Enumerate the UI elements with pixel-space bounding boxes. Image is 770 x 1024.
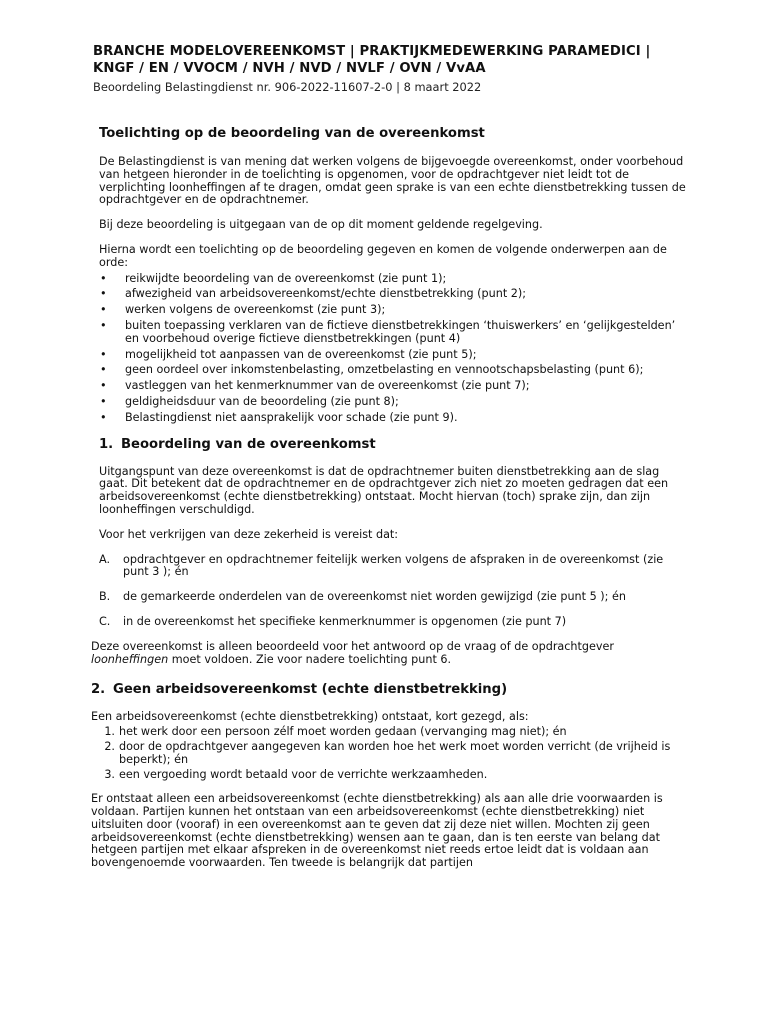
document-title — [93, 43, 693, 77]
condition-text: in de overeenkomst het specifieke kenmerknummer is opgenomen (zie punt 7) — [123, 614, 567, 628]
document-subtitle: Beoordeling Belastingdienst nr. 906-2022-11607-2-0 | 8 maart 2022 — [93, 80, 482, 94]
list-item: • afwezigheid van arbeidsovereenkomst/echte dienstbetrekking (punt 2); — [99, 288, 689, 301]
item-text: door de opdrachtgever aangegeven kan worden hoe het werk moet worden verricht (de vrijheid is beperkt); én — [119, 739, 671, 766]
intro-heading: Toelichting op de beoordeling van de overeenkomst — [99, 126, 485, 141]
condition-item — [99, 591, 689, 604]
intro-paragraph-3: Hierna wordt een toelichting op de beoordeling gegeven en komen de volgende onderwerpen aan de orde: — [99, 242, 667, 269]
list-item — [99, 741, 697, 767]
section-title: Geen arbeidsovereenkomst (echte dienstbetrekking) — [113, 682, 508, 698]
item-text: het werk door een persoon zélf moet worden gedaan (vervanging mag niet); én — [119, 725, 567, 739]
text-span: moet voldoen. Zie voor nadere toelichting punt 6. — [168, 652, 452, 666]
condition-text: de gemarkeerde onderdelen van de overeenkomst niet worden gewijzigd (zie punt 5 ); én — [123, 590, 626, 604]
condition-text: opdrachtgever en opdrachtnemer feitelijk werken volgens de afspraken in de overeenkomst (zie punt 3 ); én — [123, 552, 664, 579]
item-number: 3. — [104, 767, 115, 781]
document-header — [93, 43, 693, 94]
list-item: • buiten toepassing verklaren van de fictieve dienstbetrekkingen ‘thuiswerkers’ en ‘gelijkgestelden’ en voorbehoud overige fictieve dienstbetrekkingen (punt 4) — [99, 320, 689, 346]
title-line-1: BRANCHE MODELOVEREENKOMST | PRAKTIJKMEDEWERKING PARAMEDICI | — [93, 44, 651, 59]
section-2-heading — [91, 682, 689, 697]
section-number: 1. — [99, 436, 114, 452]
list-item: • vastleggen van het kenmerknummer van de overeenkomst (zie punt 7); — [99, 380, 689, 393]
list-item: • geen oordeel over inkomstenbelasting, omzetbelasting en vennootschapsbelasting (punt 6); — [99, 364, 689, 377]
item-text: een vergoeding wordt betaald voor de verrichte werkzaamheden. — [119, 767, 488, 781]
list-item — [99, 726, 697, 739]
text-span: Deze overeenkomst is alleen beoordeeld voor het antwoord op de vraag of de opdrachtgever — [91, 639, 614, 653]
condition-letter: B. — [99, 590, 111, 604]
list-item: • mogelijkheid tot aanpassen van de overeenkomst (zie punt 5); — [99, 349, 689, 362]
list-item: • reikwijdte beoordeling van de overeenkomst (zie punt 1); — [99, 273, 689, 286]
condition-letter: A. — [99, 552, 111, 566]
intro-paragraph-2: Bij deze beoordeling is uitgegaan van de op dit moment geldende regelgeving. — [99, 218, 543, 232]
section-1-heading — [99, 437, 689, 452]
list-item: • Belastingdienst niet aansprakelijk voor schade (zie punt 9). — [99, 412, 689, 425]
section-1-paragraph-2: Voor het verkrijgen van deze zekerheid is vereist dat: — [99, 527, 399, 541]
section-2-paragraph-1: Een arbeidsovereenkomst (echte dienstbetrekking) ontstaat, kort gezegd, als: — [91, 710, 529, 724]
list-item: • geldigheidsduur van de beoordeling (zie punt 8); — [99, 396, 689, 409]
condition-item — [99, 616, 689, 629]
topics-list — [99, 273, 689, 425]
title-line-2: KNGF / EN / VVOCM / NVH / NVD / NVLF / OVN / VvAA — [93, 61, 486, 76]
list-item — [99, 769, 697, 782]
item-number: 2. — [104, 739, 115, 753]
document-body — [91, 125, 689, 870]
section-title: Beoordeling van de overeenkomst — [121, 436, 376, 452]
conditions-numbered-list — [99, 726, 697, 781]
section-1-paragraph-3 — [91, 641, 689, 667]
section-1-paragraph-1: Uitgangspunt van deze overeenkomst is dat de opdrachtnemer buiten dienstbetrekking aan de slag gaat. Dit betekent dat de opdrachtnemer en de opdrachtgever zich niet zo moeten gedragen dat een arbeidsovereenkomst (echte dienstbetrekking) ontstaat. Mocht hiervan (toch) sprake zijn, dan zijn loonheffingen verschuldigd. — [99, 464, 669, 516]
intro-paragraph-1: De Belastingdienst is van mening dat werken volgens de bijgevoegde overeenkomst, onder voorbehoud van hetgeen hieronder in de toelichting is opgenomen, voor de opdrachtgever niet leidt tot de verplichting loonheffingen af te dragen, omdat geen sprake is van een echte dienstbetrekking tussen de opdrachtgever en de opdrachtnemer. — [99, 155, 686, 207]
condition-letter: C. — [99, 614, 111, 628]
section-2-paragraph-2: Er ontstaat alleen een arbeidsovereenkomst (echte dienstbetrekking) als aan alle drie voorwaarden is voldaan. Partijen kunnen het ontstaan van een arbeidsovereenkomst (echte dienstbetrekking) niet uitsluiten door (vooraf) in een overeenkomst aan te geven dat zij deze niet willen. Mochten zij geen arbeidsovereenkomst (echte dienstbetrekking) wensen aan te gaan, dan is ten eerste van belang dat hetgeen partijen met elkaar afspreken in de overeenkomst niet reeds ertoe leidt dat is voldaan aan bovengenoemde voorwaarden. Ten tweede is belangrijk dat partijen — [91, 792, 663, 870]
emphasis-text: loonheffingen — [91, 652, 169, 666]
list-item: • werken volgens de overeenkomst (zie punt 3); — [99, 304, 689, 317]
condition-item — [99, 554, 689, 580]
item-number: 1. — [104, 725, 115, 739]
section-number: 2. — [91, 682, 106, 698]
